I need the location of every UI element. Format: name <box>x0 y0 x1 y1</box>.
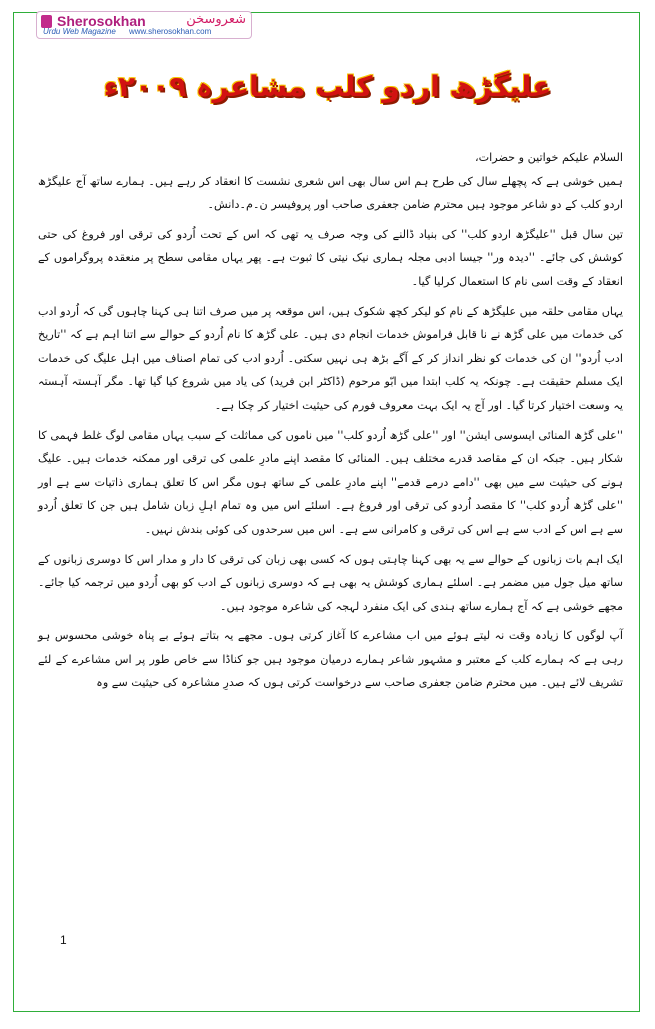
page-title: علیگڑھ اردو کلب مشاعرہ ۲۰۰۹ء <box>103 70 552 103</box>
article-body <box>38 146 623 701</box>
site-logo[interactable] <box>36 11 252 39</box>
paragraph-2: تین سال قبل ''علیگڑھ اردو کلب'' کی بنیاد ڈالنے کی وجہ صرف یہ تھی کہ اس کے تحت اُردو کی ترقی اور فروغ کی حتی کوشش کی جائے۔ ''دیدہ ور'' جیسا ادبی مجلہ ہماری نیک نیتی کا ثبوت ہے۔ پھر یہاں مقامی سطح پر منعقدہ پروگراموں کے انعقاد کے وقت اسی نام کا استعمال کرلیا گیا۔ <box>38 227 623 288</box>
paragraph-4: ''علی گڑھ المنائی ایسوسی ایشن'' اور ''علی گڑھ اُردو کلب'' میں ناموں کی مماثلت کے سبب یہاں مقامی لوگ غلط فہمی کا شکار ہیں۔ جبکہ ان کے مقاصد قدرے مختلف ہیں۔ المنائی کا مقصد اپنے مادرِ علمی کی ترقی اور ممکنہ خدمات ہیں۔ علیگ ہونے کی حیثیت سے میں بھی ''دامے درمے قدمے'' اپنے مادرِ علمی کے ساتھ ہوں مگر اس کا تعلق ہماری ذاتیات سے ہے اور ''علی گڑھ اُردو کلب'' کا مقصد اُردو کی ترقی اور فروغ ہے۔ اسلئے اس میں وہ تمام اہلِ زبان شامل ہیں جن کا تعلق اُردو سے ہے اس کے ادب سے ہے اس کی ترقی و کامرانی سے ہے۔ اس میں سرحدوں کی کوئی بندش نہیں۔ <box>38 428 623 536</box>
paragraph-3: یہاں مقامی حلقہ میں علیگڑھ کے نام کو لیکر کچھ شکوک ہیں، اس موقعہ پر میں صرف اتنا ہی کہنا چاہوں گی کہ اُردو ادب کی خدمات میں علی گڑھ نے نا قابل فراموش خدمات انجام دی ہیں۔ علی گڑھ کا نام اُردو کے حوالے سے اتنا اہم ہے کہ ''تاریخ ادب اُردو'' ان کی خدمات کو نظر انداز کر کے آگے بڑھ ہی نہیں سکتی۔ اُردو ادب کی تمام اصناف میں اہل علیگ کی خدمات ایک مسلم حقیقت ہے۔ چونکہ یہ کلب ابتدا میں ابّو مرحوم (ڈاکٹر ابن فرید) کی یاد میں شروع کیا گیا تھا۔ مگر آہستہ آہستہ یہ وسعت اختیار کرتا گیا۔ اور آج یہ ایک بہت معروف فورم کی حیثیت اختیار کر چکا ہے۔ <box>38 304 623 412</box>
paragraph-5: ایک اہم بات زبانوں کے حوالے سے یہ بھی کہنا چاہتی ہوں کہ کسی بھی زبان کی ترقی کا دار و مدار اس کا دوسری زبانوں کے ساتھ میل جول میں مضمر ہے۔ اسلئے ہماری کوشش یہ بھی ہے کہ دوسری زبانوں کے ادب کو بھی اُردو میں ترجمہ کیا جائے۔ مجھے خوشی ہے کہ آج ہمارے ساتھ ہندی کی ایک منفرد لہجہ کی شاعرہ موجود ہیں۔ <box>38 552 623 613</box>
logo-urdu-name: شعروسخن <box>186 12 246 27</box>
paragraph-6: آپ لوگوں کا زیادہ وقت نہ لیتے ہوئے میں اب مشاعرے کا آغاز کرتی ہوں۔ مجھے یہ بتاتے ہوئے بے پناہ خوشی محسوس ہو رہی ہے کہ ہمارے کلب کے معتبر و مشہور شاعر ہمارے درمیان موجود ہیں جو کناڈا سے خاص طور پر اس مشاعرے کے لئے تشریف لائے ہیں۔ میں محترم ضامن جعفری صاحب سے درخواست کرتی ہوں کہ صدرِ مشاعرہ کی حیثیت سے وہ <box>38 629 623 690</box>
logo-name: Sherosokhan <box>57 13 146 29</box>
page-number: 1 <box>60 933 67 947</box>
logo-tagline: Urdu Web Magazine <box>43 27 116 36</box>
paragraph-1: ہمیں خوشی ہے کہ پچھلے سال کی طرح ہم اس سال بھی اس شعری نشست کا انعقاد کر رہے ہیں۔ ہمارے ساتھ آج علیگڑھ اردو کلب کے دو شاعر موجود ہیں محترم ضامن جعفری صاحب اور پروفیسر ن۔م۔دانش۔ <box>38 174 623 212</box>
logo-site-url: www.sherosokhan.com <box>129 27 212 36</box>
greeting: السلام علیکم خواتین و حضرات، <box>475 151 623 164</box>
